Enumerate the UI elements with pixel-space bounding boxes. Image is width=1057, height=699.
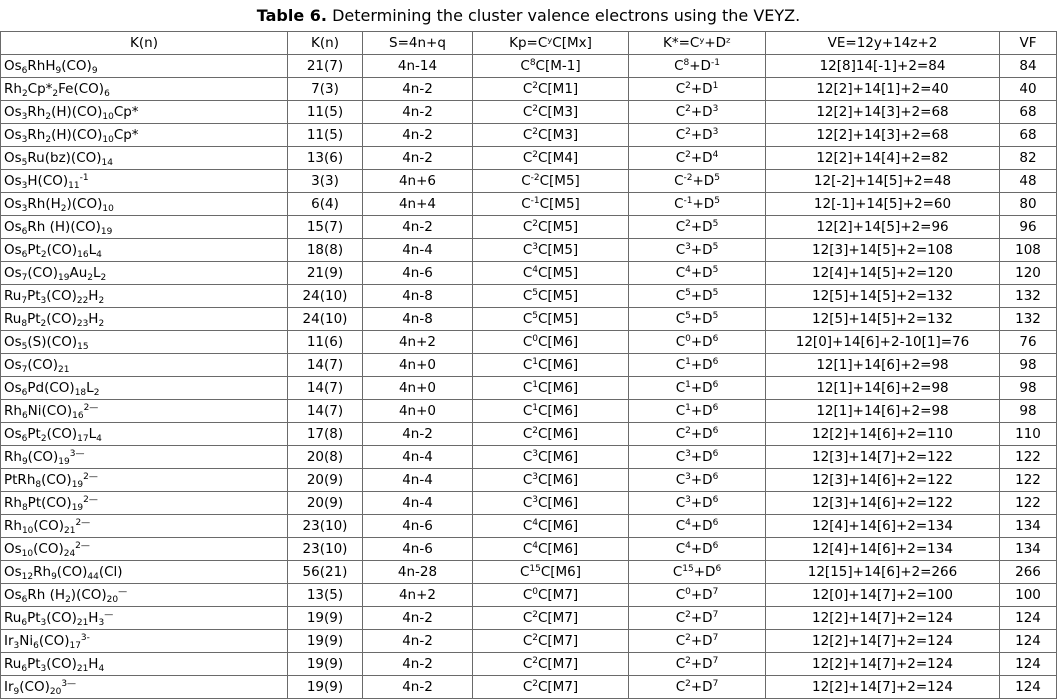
cell-s: 4n-4 <box>363 239 473 262</box>
table-row <box>1 377 1057 400</box>
cell-kn: 15(7) <box>288 216 363 239</box>
cell-vf: 134 <box>1000 515 1057 538</box>
cell-kp: $C^4C[M6]$ <box>473 515 629 538</box>
cell-ve: 12[1]+14[6]+2=98 <box>766 354 1000 377</box>
cell-s: 4n-2 <box>363 101 473 124</box>
cell-kp: $C^1C[M6]$ <box>473 400 629 423</box>
cell-formula: $PtRh_8(CO)_{19}^{2—}$ <box>1 469 288 492</box>
cell-s: 4n-2 <box>363 423 473 446</box>
cell-vf: 120 <box>1000 262 1057 285</box>
cell-kn: 14(7) <box>288 377 363 400</box>
cell-formula: $Ru_7Pt_3(CO)_{22}H_2$ <box>1 285 288 308</box>
cell-kstar: $C^2+D^3$ <box>629 101 766 124</box>
header-kstar: K*=Cʸ+Dᶻ <box>629 32 766 55</box>
cell-kn: 24(10) <box>288 308 363 331</box>
cell-vf: 98 <box>1000 354 1057 377</box>
table-row <box>1 676 1057 699</box>
cell-vf: 124 <box>1000 630 1057 653</box>
cell-vf: 122 <box>1000 492 1057 515</box>
cell-kp: $C^2C[M7]$ <box>473 630 629 653</box>
cell-formula: $Os_6Pd(CO)_{18}L_2$ <box>1 377 288 400</box>
cell-s: 4n-2 <box>363 653 473 676</box>
header-row <box>1 32 1057 55</box>
cell-kp: $C^3C[M6]$ <box>473 492 629 515</box>
cell-kstar: $C^2+D^7$ <box>629 653 766 676</box>
cell-ve: 12[8]14[-1]+2=84 <box>766 55 1000 78</box>
cell-ve: 12[2]+14[7]+2=124 <box>766 630 1000 653</box>
cell-vf: 76 <box>1000 331 1057 354</box>
cell-s: 4n-14 <box>363 55 473 78</box>
table-row <box>1 216 1057 239</box>
cell-formula: $Rh_6Ni(CO)_{16}^{2—}$ <box>1 400 288 423</box>
cell-ve: 12[-1]+14[5]+2=60 <box>766 193 1000 216</box>
cell-formula: $Os_6Pt_2(CO)_{16}L_4$ <box>1 239 288 262</box>
cell-s: 4n-2 <box>363 216 473 239</box>
cell-kn: 20(9) <box>288 469 363 492</box>
cell-vf: 132 <box>1000 308 1057 331</box>
table-row <box>1 538 1057 561</box>
cell-kstar: $C^{-2}+D^5$ <box>629 170 766 193</box>
cell-formula: $Os_6Rh$ $(H)(CO)_{19}$ <box>1 216 288 239</box>
cell-kp: $C^8C[M-1]$ <box>473 55 629 78</box>
cell-vf: 68 <box>1000 101 1057 124</box>
cell-kn: 6(4) <box>288 193 363 216</box>
table-row <box>1 147 1057 170</box>
cell-ve: 12[2]+14[3]+2=68 <box>766 124 1000 147</box>
cell-ve: 12[3]+14[6]+2=122 <box>766 492 1000 515</box>
cell-formula: $Os_3Rh_2(H)(CO)_{10}Cp*$ <box>1 124 288 147</box>
cell-vf: 80 <box>1000 193 1057 216</box>
cell-formula: $Os_6Pt_2(CO)_{17}L_4$ <box>1 423 288 446</box>
cell-kstar: $C^4+D^5$ <box>629 262 766 285</box>
cell-kp: $C^2C[M3]$ <box>473 101 629 124</box>
table-row <box>1 239 1057 262</box>
cell-ve: 12[1]+14[6]+2=98 <box>766 400 1000 423</box>
table-row <box>1 630 1057 653</box>
cell-ve: 12[2]+14[3]+2=68 <box>766 101 1000 124</box>
cell-s: 4n-2 <box>363 147 473 170</box>
table-row <box>1 170 1057 193</box>
cell-s: 4n-28 <box>363 561 473 584</box>
cell-kp: $C^1C[M6]$ <box>473 354 629 377</box>
cell-vf: 98 <box>1000 400 1057 423</box>
cell-kp: $C^2C[M7]$ <box>473 653 629 676</box>
cell-kstar: $C^2+D^7$ <box>629 676 766 699</box>
cell-kn: 20(9) <box>288 492 363 515</box>
cell-ve: 12[2]+14[5]+2=96 <box>766 216 1000 239</box>
cell-kstar: $C^4+D^6$ <box>629 515 766 538</box>
cell-kp: $C^0C[M6]$ <box>473 331 629 354</box>
cell-kn: 11(5) <box>288 124 363 147</box>
cell-s: 4n+6 <box>363 170 473 193</box>
cell-kstar: $C^3+D^6$ <box>629 469 766 492</box>
cell-kp: $C^3C[M6]$ <box>473 469 629 492</box>
cell-vf: 122 <box>1000 446 1057 469</box>
cell-ve: 12[15]+14[6]+2=266 <box>766 561 1000 584</box>
table-row <box>1 584 1057 607</box>
table-row <box>1 262 1057 285</box>
cell-kn: 20(8) <box>288 446 363 469</box>
cell-s: 4n-2 <box>363 630 473 653</box>
cell-s: 4n-8 <box>363 308 473 331</box>
cell-kstar: $C^2+D^7$ <box>629 630 766 653</box>
cell-ve: 12[2]+14[7]+2=124 <box>766 607 1000 630</box>
table-row <box>1 55 1057 78</box>
header-vf: VF <box>1000 32 1057 55</box>
cell-formula: $Os_3H(CO)_{11}^{-1}$ <box>1 170 288 193</box>
table-caption-text: Determining the cluster valence electrons using the VEYZ. <box>326 6 801 25</box>
cell-ve: 12[3]+14[6]+2=122 <box>766 469 1000 492</box>
table-body <box>1 55 1057 699</box>
cell-kstar: $C^2+D^3$ <box>629 124 766 147</box>
cell-kn: 3(3) <box>288 170 363 193</box>
cell-s: 4n-4 <box>363 469 473 492</box>
cell-kstar: $C^2+D^6$ <box>629 423 766 446</box>
cell-s: 4n+2 <box>363 331 473 354</box>
cell-kn: 17(8) <box>288 423 363 446</box>
table-row <box>1 78 1057 101</box>
cell-vf: 124 <box>1000 676 1057 699</box>
cluster-valence-table <box>0 31 1057 699</box>
cell-kstar: $C^3+D^6$ <box>629 446 766 469</box>
cell-ve: 12[5]+14[5]+2=132 <box>766 285 1000 308</box>
cell-formula: $Os_5Ru(bz)(CO)_{14}$ <box>1 147 288 170</box>
cell-vf: 266 <box>1000 561 1057 584</box>
cell-kn: 21(7) <box>288 55 363 78</box>
cell-formula: $Rh_8Pt(CO)_{19}^{2—}$ <box>1 492 288 515</box>
table-row <box>1 561 1057 584</box>
table-row <box>1 285 1057 308</box>
cell-vf: 132 <box>1000 285 1057 308</box>
cell-kn: 19(9) <box>288 676 363 699</box>
cell-s: 4n+4 <box>363 193 473 216</box>
cell-vf: 122 <box>1000 469 1057 492</box>
cell-kn: 13(5) <box>288 584 363 607</box>
table-caption-label: Table 6. <box>256 6 327 25</box>
cell-vf: 48 <box>1000 170 1057 193</box>
cell-vf: 40 <box>1000 78 1057 101</box>
cell-kp: $C^2C[M5]$ <box>473 216 629 239</box>
cell-vf: 134 <box>1000 538 1057 561</box>
cell-kn: 24(10) <box>288 285 363 308</box>
cell-kp: $C^2C[M3]$ <box>473 124 629 147</box>
cell-ve: 12[4]+14[5]+2=120 <box>766 262 1000 285</box>
cell-kstar: $C^1+D^6$ <box>629 377 766 400</box>
cell-s: 4n-2 <box>363 676 473 699</box>
cell-ve: 12[1]+14[6]+2=98 <box>766 377 1000 400</box>
cell-vf: 84 <box>1000 55 1057 78</box>
cell-kp: $C^4C[M6]$ <box>473 538 629 561</box>
table-caption <box>0 6 1057 26</box>
cell-kp: $C^3C[M6]$ <box>473 446 629 469</box>
cell-kn: 18(8) <box>288 239 363 262</box>
cell-vf: 108 <box>1000 239 1057 262</box>
cell-kstar: $C^5+D^5$ <box>629 308 766 331</box>
cell-kn: 11(6) <box>288 331 363 354</box>
cell-kstar: $C^8+D^{-1}$ <box>629 55 766 78</box>
cell-ve: 12[0]+14[6]+2-10[1]=76 <box>766 331 1000 354</box>
table-row <box>1 446 1057 469</box>
cell-vf: 110 <box>1000 423 1057 446</box>
table-row <box>1 308 1057 331</box>
cell-s: 4n+0 <box>363 400 473 423</box>
cell-formula: $Ru_6Pt_3(CO)_{21}H_4$ <box>1 653 288 676</box>
cell-kn: 13(6) <box>288 147 363 170</box>
table-row <box>1 193 1057 216</box>
cell-kn: 21(9) <box>288 262 363 285</box>
cell-formula: $Os_{12}Rh_9(CO)_{44}(Cl)$ <box>1 561 288 584</box>
cell-ve: 12[-2]+14[5]+2=48 <box>766 170 1000 193</box>
cell-ve: 12[2]+14[1]+2=40 <box>766 78 1000 101</box>
cell-formula: $Rh_{10}(CO)_{21}^{2—}$ <box>1 515 288 538</box>
cell-ve: 12[4]+14[6]+2=134 <box>766 515 1000 538</box>
cell-formula: $Rh_2Cp*_2Fe(CO)_6$ <box>1 78 288 101</box>
cell-vf: 68 <box>1000 124 1057 147</box>
cell-kstar: $C^2+D^1$ <box>629 78 766 101</box>
cell-kn: 23(10) <box>288 538 363 561</box>
table-row <box>1 354 1057 377</box>
cell-formula: $Os_3Rh_2(H)(CO)_{10}Cp*$ <box>1 101 288 124</box>
cell-vf: 82 <box>1000 147 1057 170</box>
cell-kp: $C^2C[M6]$ <box>473 423 629 446</box>
cell-kn: 7(3) <box>288 78 363 101</box>
cell-kn: 19(9) <box>288 630 363 653</box>
cell-kstar: $C^2+D^7$ <box>629 607 766 630</box>
cell-formula: $Os_5(S)(CO)_{15}$ <box>1 331 288 354</box>
cell-kstar: $C^5+D^5$ <box>629 285 766 308</box>
cell-kn: 11(5) <box>288 101 363 124</box>
cell-kstar: $C^3+D^6$ <box>629 492 766 515</box>
cell-kstar: $C^{15}+D^6$ <box>629 561 766 584</box>
cell-s: 4n+2 <box>363 584 473 607</box>
cell-vf: 100 <box>1000 584 1057 607</box>
cell-kn: 14(7) <box>288 400 363 423</box>
header-kn: K(n) <box>288 32 363 55</box>
cell-formula: $Ir_9(CO)_{20}^{3—}$ <box>1 676 288 699</box>
cell-kp: $C^2C[M1]$ <box>473 78 629 101</box>
cell-ve: 12[2]+14[6]+2=110 <box>766 423 1000 446</box>
cell-kstar: $C^{-1}+D^5$ <box>629 193 766 216</box>
cell-ve: 12[2]+14[7]+2=124 <box>766 653 1000 676</box>
cell-kp: $C^5C[M5]$ <box>473 308 629 331</box>
cell-kp: $C^5C[M5]$ <box>473 285 629 308</box>
cell-kp: $C^{-1}C[M5]$ <box>473 193 629 216</box>
cell-formula: $Ir_3Ni_6(CO)_{17}^{3-}$ <box>1 630 288 653</box>
table-row <box>1 515 1057 538</box>
cell-kp: $C^0C[M7]$ <box>473 584 629 607</box>
table-row <box>1 400 1057 423</box>
cell-s: 4n-4 <box>363 492 473 515</box>
cell-kp: $C^{15}C[M6]$ <box>473 561 629 584</box>
cell-s: 4n-6 <box>363 262 473 285</box>
header-s: S=4n+q <box>363 32 473 55</box>
cell-formula: $Os_6RhH_9(CO)_9$ <box>1 55 288 78</box>
cell-ve: 12[0]+14[7]+2=100 <box>766 584 1000 607</box>
cell-kp: $C^4C[M5]$ <box>473 262 629 285</box>
cell-formula: $Os_3Rh(H_2)(CO)_{10}$ <box>1 193 288 216</box>
cell-ve: 12[2]+14[4]+2=82 <box>766 147 1000 170</box>
header-kp: Kp=CʸC[Mx] <box>473 32 629 55</box>
cell-vf: 98 <box>1000 377 1057 400</box>
cell-vf: 124 <box>1000 607 1057 630</box>
table-row <box>1 492 1057 515</box>
cell-s: 4n-4 <box>363 446 473 469</box>
cell-formula: $Ru_8Pt_2(CO)_{23}H_2$ <box>1 308 288 331</box>
header-ve: VE=12y+14z+2 <box>766 32 1000 55</box>
cell-formula: $Os_7(CO)_{19}Au_2L_2$ <box>1 262 288 285</box>
cell-formula: $Os_7(CO)_{21}$ <box>1 354 288 377</box>
cell-kstar: $C^0+D^7$ <box>629 584 766 607</box>
cell-s: 4n-6 <box>363 538 473 561</box>
cell-kn: 19(9) <box>288 607 363 630</box>
cell-kstar: $C^4+D^6$ <box>629 538 766 561</box>
table-row <box>1 124 1057 147</box>
cell-kn: 56(21) <box>288 561 363 584</box>
cell-vf: 96 <box>1000 216 1057 239</box>
cell-formula: $Rh_9(CO)_{19}^{3—}$ <box>1 446 288 469</box>
cell-kp: $C^{-2}C[M5]$ <box>473 170 629 193</box>
cell-kstar: $C^1+D^6$ <box>629 400 766 423</box>
cell-kn: 14(7) <box>288 354 363 377</box>
cell-formula: $Ru_6Pt_3(CO)_{21}H_3^—$ <box>1 607 288 630</box>
cell-s: 4n-2 <box>363 607 473 630</box>
cell-kp: $C^3C[M5]$ <box>473 239 629 262</box>
cell-kstar: $C^0+D^6$ <box>629 331 766 354</box>
cell-s: 4n+0 <box>363 354 473 377</box>
cell-kp: $C^1C[M6]$ <box>473 377 629 400</box>
table-row <box>1 653 1057 676</box>
cell-vf: 124 <box>1000 653 1057 676</box>
cell-s: 4n-6 <box>363 515 473 538</box>
cell-ve: 12[5]+14[5]+2=132 <box>766 308 1000 331</box>
cell-s: 4n+0 <box>363 377 473 400</box>
cell-kstar: $C^3+D^5$ <box>629 239 766 262</box>
cell-ve: 12[3]+14[5]+2=108 <box>766 239 1000 262</box>
cell-s: 4n-8 <box>363 285 473 308</box>
table-row <box>1 101 1057 124</box>
cell-ve: 12[2]+14[7]+2=124 <box>766 676 1000 699</box>
cell-kn: 23(10) <box>288 515 363 538</box>
cell-ve: 12[4]+14[6]+2=134 <box>766 538 1000 561</box>
cell-ve: 12[3]+14[7]+2=122 <box>766 446 1000 469</box>
cell-s: 4n-2 <box>363 124 473 147</box>
cell-kp: $C^2C[M7]$ <box>473 607 629 630</box>
cell-formula: $Os_6Rh$ $(H_2)(CO)_{20}^—$ <box>1 584 288 607</box>
header-formula: K(n) <box>1 32 288 55</box>
cell-kstar: $C^1+D^6$ <box>629 354 766 377</box>
cell-kp: $C^2C[M4]$ <box>473 147 629 170</box>
cell-kn: 19(9) <box>288 653 363 676</box>
table-row <box>1 331 1057 354</box>
cell-kstar: $C^2+D^4$ <box>629 147 766 170</box>
table-row <box>1 469 1057 492</box>
cell-s: 4n-2 <box>363 78 473 101</box>
cell-kstar: $C^2+D^5$ <box>629 216 766 239</box>
table-row <box>1 607 1057 630</box>
cell-formula: $Os_{10}(CO)_{24}^{2—}$ <box>1 538 288 561</box>
table-row <box>1 423 1057 446</box>
cell-kp: $C^2C[M7]$ <box>473 676 629 699</box>
